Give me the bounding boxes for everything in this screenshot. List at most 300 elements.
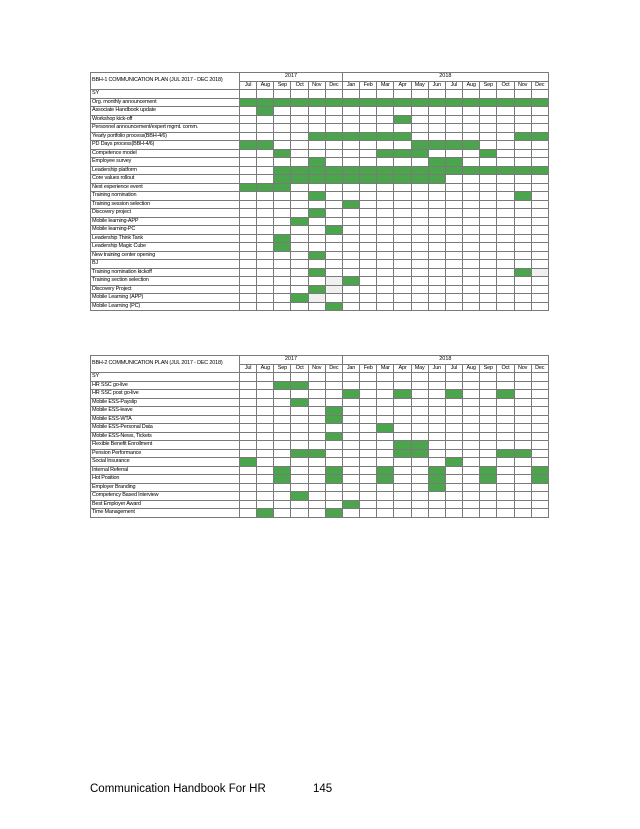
empty-cell: [291, 483, 308, 492]
scheduled-cell: [274, 234, 291, 243]
empty-cell: [445, 243, 462, 252]
empty-cell: [411, 458, 428, 467]
empty-cell: [274, 509, 291, 518]
empty-cell: [428, 183, 445, 192]
table-row: [91, 449, 549, 458]
empty-cell: [428, 509, 445, 518]
empty-cell: [463, 132, 480, 141]
activity-label: PD Days process(BBH-4/6): [91, 141, 240, 150]
scheduled-cell: [274, 475, 291, 484]
empty-cell: [274, 407, 291, 416]
empty-cell: [480, 226, 497, 235]
empty-cell: [463, 192, 480, 201]
empty-cell: [342, 251, 359, 260]
empty-cell: [463, 149, 480, 158]
empty-cell: [497, 285, 514, 294]
empty-cell: [360, 441, 377, 450]
empty-cell: [257, 234, 274, 243]
empty-cell: [342, 373, 359, 382]
empty-cell: [428, 294, 445, 303]
empty-cell: [257, 398, 274, 407]
empty-cell: [514, 115, 531, 124]
empty-cell: [411, 251, 428, 260]
empty-cell: [342, 107, 359, 116]
empty-cell: [240, 390, 257, 399]
month-header: Dec: [325, 81, 342, 90]
empty-cell: [342, 509, 359, 518]
empty-cell: [342, 234, 359, 243]
scheduled-cell: [411, 175, 428, 184]
empty-cell: [394, 302, 411, 311]
empty-cell: [308, 475, 325, 484]
empty-cell: [445, 492, 462, 501]
empty-cell: [240, 373, 257, 382]
empty-cell: [480, 390, 497, 399]
empty-cell: [428, 302, 445, 311]
empty-cell: [463, 398, 480, 407]
empty-cell: [240, 234, 257, 243]
table-row: [91, 458, 549, 467]
scheduled-cell: [342, 500, 359, 509]
empty-cell: [291, 390, 308, 399]
empty-cell: [360, 260, 377, 269]
empty-cell: [480, 441, 497, 450]
empty-cell: [463, 285, 480, 294]
empty-cell: [257, 475, 274, 484]
empty-cell: [360, 432, 377, 441]
empty-cell: [531, 251, 548, 260]
month-header: Feb: [360, 364, 377, 373]
empty-cell: [411, 226, 428, 235]
empty-cell: [514, 441, 531, 450]
empty-cell: [480, 432, 497, 441]
empty-cell: [497, 192, 514, 201]
empty-cell: [377, 158, 394, 167]
empty-cell: [342, 192, 359, 201]
empty-cell: [463, 260, 480, 269]
empty-cell: [428, 200, 445, 209]
scheduled-cell: [480, 149, 497, 158]
empty-cell: [291, 243, 308, 252]
empty-cell: [325, 124, 342, 133]
empty-cell: [257, 158, 274, 167]
scheduled-cell: [274, 243, 291, 252]
activity-label: Employee survey: [91, 158, 240, 167]
empty-cell: [325, 268, 342, 277]
scheduled-cell: [308, 132, 325, 141]
empty-cell: [308, 294, 325, 303]
empty-cell: [445, 466, 462, 475]
scheduled-cell: [377, 475, 394, 484]
empty-cell: [480, 302, 497, 311]
empty-cell: [497, 115, 514, 124]
empty-cell: [514, 407, 531, 416]
empty-cell: [377, 243, 394, 252]
activity-label: Pension Performance: [91, 449, 240, 458]
month-header: Sep: [274, 364, 291, 373]
empty-cell: [445, 509, 462, 518]
activity-label: Discovery Project: [91, 285, 240, 294]
empty-cell: [531, 115, 548, 124]
empty-cell: [480, 285, 497, 294]
empty-cell: [274, 158, 291, 167]
empty-cell: [257, 302, 274, 311]
scheduled-cell: [428, 98, 445, 107]
scheduled-cell: [308, 98, 325, 107]
empty-cell: [257, 200, 274, 209]
empty-cell: [514, 124, 531, 133]
empty-cell: [257, 407, 274, 416]
empty-cell: [377, 449, 394, 458]
empty-cell: [240, 90, 257, 99]
empty-cell: [274, 458, 291, 467]
empty-cell: [325, 500, 342, 509]
scheduled-cell: [394, 149, 411, 158]
empty-cell: [411, 192, 428, 201]
empty-cell: [394, 251, 411, 260]
empty-cell: [445, 132, 462, 141]
empty-cell: [308, 277, 325, 286]
empty-cell: [394, 500, 411, 509]
empty-cell: [274, 483, 291, 492]
empty-cell: [428, 432, 445, 441]
empty-cell: [240, 200, 257, 209]
empty-cell: [497, 226, 514, 235]
empty-cell: [291, 285, 308, 294]
empty-cell: [342, 302, 359, 311]
empty-cell: [531, 90, 548, 99]
scheduled-cell: [377, 175, 394, 184]
empty-cell: [463, 277, 480, 286]
scheduled-cell: [291, 294, 308, 303]
empty-cell: [240, 302, 257, 311]
scheduled-cell: [325, 226, 342, 235]
empty-cell: [360, 277, 377, 286]
empty-cell: [531, 149, 548, 158]
empty-cell: [445, 209, 462, 218]
empty-cell: [428, 285, 445, 294]
empty-cell: [411, 268, 428, 277]
empty-cell: [497, 475, 514, 484]
scheduled-cell: [274, 183, 291, 192]
empty-cell: [240, 107, 257, 116]
empty-cell: [360, 124, 377, 133]
empty-cell: [514, 390, 531, 399]
scheduled-cell: [274, 166, 291, 175]
empty-cell: [463, 243, 480, 252]
empty-cell: [325, 115, 342, 124]
empty-cell: [342, 268, 359, 277]
scheduled-cell: [325, 407, 342, 416]
empty-cell: [445, 483, 462, 492]
empty-cell: [291, 149, 308, 158]
table-row: [91, 209, 549, 218]
empty-cell: [325, 492, 342, 501]
empty-cell: [274, 268, 291, 277]
empty-cell: [480, 158, 497, 167]
empty-cell: [480, 107, 497, 116]
empty-cell: [274, 132, 291, 141]
scheduled-cell: [394, 449, 411, 458]
empty-cell: [360, 294, 377, 303]
table-row: [91, 149, 549, 158]
month-header: Apr: [394, 364, 411, 373]
empty-cell: [360, 226, 377, 235]
empty-cell: [480, 277, 497, 286]
empty-cell: [394, 466, 411, 475]
empty-cell: [514, 251, 531, 260]
empty-cell: [531, 209, 548, 218]
empty-cell: [463, 175, 480, 184]
empty-cell: [463, 415, 480, 424]
empty-cell: [360, 234, 377, 243]
empty-cell: [463, 209, 480, 218]
empty-cell: [445, 475, 462, 484]
empty-cell: [274, 390, 291, 399]
empty-cell: [514, 260, 531, 269]
empty-cell: [463, 458, 480, 467]
scheduled-cell: [514, 132, 531, 141]
empty-cell: [445, 424, 462, 433]
scheduled-cell: [291, 492, 308, 501]
empty-cell: [240, 166, 257, 175]
empty-cell: [531, 373, 548, 382]
empty-cell: [480, 381, 497, 390]
empty-cell: [360, 200, 377, 209]
table-row: [91, 175, 549, 184]
activity-label: Training section selection: [91, 277, 240, 286]
empty-cell: [325, 458, 342, 467]
empty-cell: [411, 475, 428, 484]
empty-cell: [514, 475, 531, 484]
scheduled-cell: [394, 132, 411, 141]
empty-cell: [411, 466, 428, 475]
empty-cell: [377, 115, 394, 124]
empty-cell: [463, 441, 480, 450]
empty-cell: [463, 500, 480, 509]
empty-cell: [377, 285, 394, 294]
empty-cell: [497, 302, 514, 311]
empty-cell: [445, 90, 462, 99]
empty-cell: [257, 124, 274, 133]
empty-cell: [240, 285, 257, 294]
empty-cell: [497, 509, 514, 518]
scheduled-cell: [240, 458, 257, 467]
empty-cell: [394, 407, 411, 416]
table-row: [91, 243, 549, 252]
empty-cell: [497, 398, 514, 407]
empty-cell: [480, 398, 497, 407]
empty-cell: [531, 141, 548, 150]
empty-cell: [377, 192, 394, 201]
scheduled-cell: [411, 441, 428, 450]
empty-cell: [531, 268, 548, 277]
scheduled-cell: [428, 166, 445, 175]
empty-cell: [257, 381, 274, 390]
scheduled-cell: [463, 98, 480, 107]
empty-cell: [308, 381, 325, 390]
month-header: Jan: [342, 81, 359, 90]
empty-cell: [394, 268, 411, 277]
month-header: Dec: [531, 81, 548, 90]
empty-cell: [463, 124, 480, 133]
empty-cell: [342, 294, 359, 303]
empty-cell: [411, 277, 428, 286]
activity-label: Flexible Benefit Enrollment: [91, 441, 240, 450]
table-row: [91, 302, 549, 311]
empty-cell: [411, 183, 428, 192]
empty-cell: [445, 302, 462, 311]
empty-cell: [274, 251, 291, 260]
empty-cell: [514, 302, 531, 311]
empty-cell: [445, 149, 462, 158]
empty-cell: [394, 475, 411, 484]
activity-label: SY: [91, 373, 240, 382]
empty-cell: [291, 251, 308, 260]
empty-cell: [274, 424, 291, 433]
empty-cell: [394, 183, 411, 192]
scheduled-cell: [342, 132, 359, 141]
empty-cell: [445, 200, 462, 209]
empty-cell: [480, 115, 497, 124]
empty-cell: [257, 149, 274, 158]
empty-cell: [360, 209, 377, 218]
month-header: Nov: [514, 81, 531, 90]
empty-cell: [377, 217, 394, 226]
empty-cell: [257, 260, 274, 269]
scheduled-cell: [394, 98, 411, 107]
empty-cell: [394, 107, 411, 116]
empty-cell: [291, 124, 308, 133]
empty-cell: [445, 294, 462, 303]
empty-cell: [531, 424, 548, 433]
empty-cell: [291, 268, 308, 277]
empty-cell: [377, 432, 394, 441]
empty-cell: [411, 373, 428, 382]
activity-label: Competence model: [91, 149, 240, 158]
empty-cell: [428, 415, 445, 424]
empty-cell: [428, 132, 445, 141]
table-row: [91, 390, 549, 399]
empty-cell: [394, 458, 411, 467]
table-row: [91, 466, 549, 475]
scheduled-cell: [240, 98, 257, 107]
scheduled-cell: [411, 166, 428, 175]
scheduled-cell: [445, 158, 462, 167]
empty-cell: [291, 234, 308, 243]
empty-cell: [531, 183, 548, 192]
month-header: Jun: [428, 364, 445, 373]
empty-cell: [308, 183, 325, 192]
activity-label: New training center opening: [91, 251, 240, 260]
activity-label: Leadership Magic Cube: [91, 243, 240, 252]
empty-cell: [394, 192, 411, 201]
empty-cell: [531, 107, 548, 116]
empty-cell: [411, 107, 428, 116]
empty-cell: [325, 183, 342, 192]
empty-cell: [480, 132, 497, 141]
empty-cell: [514, 107, 531, 116]
empty-cell: [342, 149, 359, 158]
table-row: [91, 483, 549, 492]
empty-cell: [274, 449, 291, 458]
empty-cell: [514, 277, 531, 286]
empty-cell: [531, 243, 548, 252]
scheduled-cell: [514, 449, 531, 458]
scheduled-cell: [325, 132, 342, 141]
empty-cell: [394, 209, 411, 218]
scheduled-cell: [377, 132, 394, 141]
activity-label: Associate Handbook update: [91, 107, 240, 116]
empty-cell: [463, 251, 480, 260]
empty-cell: [360, 483, 377, 492]
empty-cell: [411, 209, 428, 218]
empty-cell: [308, 141, 325, 150]
empty-cell: [291, 432, 308, 441]
month-header: Oct: [291, 364, 308, 373]
empty-cell: [342, 458, 359, 467]
scheduled-cell: [308, 158, 325, 167]
empty-cell: [514, 200, 531, 209]
empty-cell: [377, 268, 394, 277]
scheduled-cell: [411, 449, 428, 458]
scheduled-cell: [274, 98, 291, 107]
table-row: [91, 424, 549, 433]
empty-cell: [360, 268, 377, 277]
empty-cell: [308, 107, 325, 116]
month-header: Aug: [257, 364, 274, 373]
empty-cell: [257, 209, 274, 218]
month-header: Apr: [394, 81, 411, 90]
empty-cell: [531, 285, 548, 294]
empty-cell: [325, 381, 342, 390]
empty-cell: [411, 234, 428, 243]
empty-cell: [257, 424, 274, 433]
empty-cell: [514, 432, 531, 441]
empty-cell: [445, 277, 462, 286]
empty-cell: [257, 243, 274, 252]
activity-label: HR SSC go-live: [91, 381, 240, 390]
empty-cell: [240, 466, 257, 475]
empty-cell: [428, 458, 445, 467]
empty-cell: [463, 407, 480, 416]
scheduled-cell: [257, 141, 274, 150]
empty-cell: [240, 509, 257, 518]
empty-cell: [497, 407, 514, 416]
scheduled-cell: [274, 381, 291, 390]
empty-cell: [394, 415, 411, 424]
empty-cell: [377, 209, 394, 218]
empty-cell: [291, 458, 308, 467]
empty-cell: [428, 373, 445, 382]
table-row: [91, 277, 549, 286]
scheduled-cell: [394, 175, 411, 184]
empty-cell: [257, 500, 274, 509]
empty-cell: [291, 407, 308, 416]
empty-cell: [411, 158, 428, 167]
activity-label: Hot Position: [91, 475, 240, 484]
empty-cell: [360, 492, 377, 501]
empty-cell: [480, 407, 497, 416]
empty-cell: [514, 500, 531, 509]
empty-cell: [480, 500, 497, 509]
empty-cell: [411, 415, 428, 424]
empty-cell: [240, 492, 257, 501]
empty-cell: [257, 90, 274, 99]
empty-cell: [514, 294, 531, 303]
scheduled-cell: [325, 415, 342, 424]
activity-label: SY: [91, 90, 240, 99]
